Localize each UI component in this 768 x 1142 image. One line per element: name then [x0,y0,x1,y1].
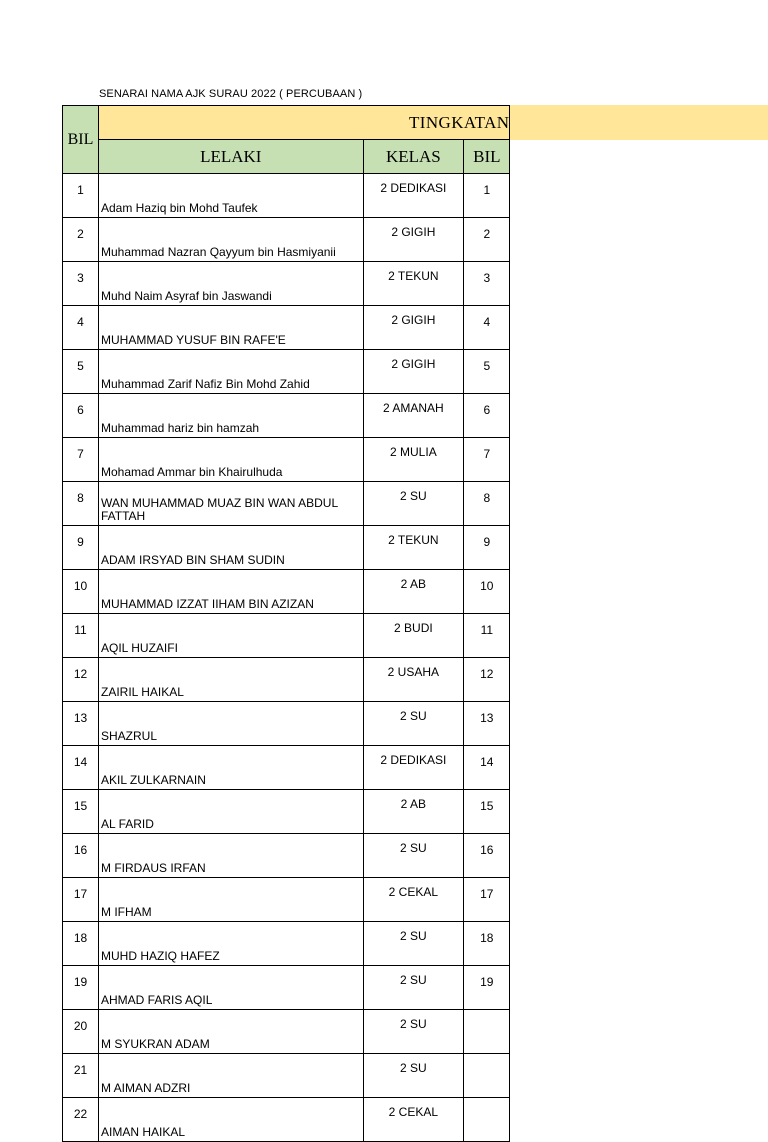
header-band-extension [506,105,768,140]
header-bil-2: BIL [464,140,510,174]
row-number-2 [464,1098,510,1142]
row-number: 19 [63,966,99,1010]
student-name: ZAIRIL HAIKAL [99,658,364,702]
row-number-2: 19 [464,966,510,1010]
table-row [63,482,510,526]
student-class: 2 SU [363,482,464,526]
student-name: ADAM IRSYAD BIN SHAM SUDIN [99,526,364,570]
document-title: SENARAI NAMA AJK SURAU 2022 ( PERCUBAAN ) [99,88,363,100]
row-number-2: 13 [464,702,510,746]
row-number: 16 [63,834,99,878]
student-name: MUHAMMAD YUSUF BIN RAFE'E [99,306,364,350]
student-class: 2 SU [363,966,464,1010]
row-number: 1 [63,174,99,218]
student-name: M SYUKRAN ADAM [99,1010,364,1054]
student-name: M IFHAM [99,878,364,922]
table-row [63,790,510,834]
row-number: 12 [63,658,99,702]
student-name: AL FARID [99,790,364,834]
student-name: Muhammad Zarif Nafiz Bin Mohd Zahid [99,350,364,394]
header-bil: BIL [63,106,99,174]
table-row [63,394,510,438]
row-number-2 [464,1054,510,1098]
table-row [63,746,510,790]
row-number: 9 [63,526,99,570]
row-number: 20 [63,1010,99,1054]
table-row [63,262,510,306]
student-name: Muhammad hariz bin hamzah [99,394,364,438]
table-row [63,614,510,658]
student-name: M FIRDAUS IRFAN [99,834,364,878]
student-class: 2 AB [363,790,464,834]
student-class: 2 BUDI [363,614,464,658]
table-row [63,526,510,570]
row-number-2 [464,1010,510,1054]
row-number-2: 7 [464,438,510,482]
row-number: 15 [63,790,99,834]
student-class: 2 CEKAL [363,878,464,922]
student-name: WAN MUHAMMAD MUAZ BIN WAN ABDUL FATTAH [99,482,364,526]
student-class: 2 GIGIH [363,306,464,350]
row-number-2: 5 [464,350,510,394]
table-row [63,438,510,482]
header-kelas: KELAS [363,140,464,174]
row-number-2: 1 [464,174,510,218]
student-class: 2 DEDIKASI [363,746,464,790]
table-row [63,658,510,702]
student-class: 2 SU [363,1054,464,1098]
table-row [63,1054,510,1098]
table-row [63,922,510,966]
student-name: Mohamad Ammar bin Khairulhuda [99,438,364,482]
table-row [63,1098,510,1142]
row-number-2: 15 [464,790,510,834]
table-row [63,702,510,746]
row-number: 17 [63,878,99,922]
student-class: 2 TEKUN [363,262,464,306]
table-row [63,1010,510,1054]
student-class: 2 AB [363,570,464,614]
row-number-2: 17 [464,878,510,922]
student-name: AIMAN HAIKAL [99,1098,364,1142]
table-row [63,966,510,1010]
student-class: 2 MULIA [363,438,464,482]
row-number: 14 [63,746,99,790]
student-name: SHAZRUL [99,702,364,746]
row-number-2: 6 [464,394,510,438]
row-number: 3 [63,262,99,306]
row-number: 5 [63,350,99,394]
table-row [63,174,510,218]
row-number: 21 [63,1054,99,1098]
table-row [63,306,510,350]
row-number-2: 12 [464,658,510,702]
table-row [63,570,510,614]
student-class: 2 USAHA [363,658,464,702]
student-class: 2 GIGIH [363,350,464,394]
student-class: 2 SU [363,1010,464,1054]
student-name: AKIL ZULKARNAIN [99,746,364,790]
student-class: 2 DEDIKASI [363,174,464,218]
student-class: 2 TEKUN [363,526,464,570]
row-number: 6 [63,394,99,438]
row-number: 10 [63,570,99,614]
row-number-2: 8 [464,482,510,526]
row-number-2: 14 [464,746,510,790]
row-number: 13 [63,702,99,746]
row-number-2: 11 [464,614,510,658]
row-number: 2 [63,218,99,262]
header-lelaki: LELAKI [99,140,364,174]
student-name: Adam Haziq bin Mohd Taufek [99,174,364,218]
ajk-table [62,105,510,1142]
row-number-2: 10 [464,570,510,614]
row-number-2: 2 [464,218,510,262]
row-number: 7 [63,438,99,482]
student-class: 2 CEKAL [363,1098,464,1142]
student-name: Muhammad Nazran Qayyum bin Hasmiyanii [99,218,364,262]
row-number: 22 [63,1098,99,1142]
row-number-2: 3 [464,262,510,306]
student-name: M AIMAN ADZRI [99,1054,364,1098]
student-name: MUHAMMAD IZZAT IIHAM BIN AZIZAN [99,570,364,614]
student-class: 2 GIGIH [363,218,464,262]
header-tingkatan: TINGKATAN [99,106,510,140]
student-name: AHMAD FARIS AQIL [99,966,364,1010]
student-name: AQIL HUZAIFI [99,614,364,658]
student-class: 2 SU [363,702,464,746]
table-row [63,834,510,878]
row-number: 11 [63,614,99,658]
row-number-2: 18 [464,922,510,966]
row-number-2: 9 [464,526,510,570]
row-number: 8 [63,482,99,526]
row-number-2: 16 [464,834,510,878]
student-class: 2 AMANAH [363,394,464,438]
table-row [63,350,510,394]
table-row [63,218,510,262]
student-name: MUHD HAZIQ HAFEZ [99,922,364,966]
student-name: Muhd Naim Asyraf bin Jaswandi [99,262,364,306]
row-number: 18 [63,922,99,966]
student-class: 2 SU [363,834,464,878]
row-number-2: 4 [464,306,510,350]
student-class: 2 SU [363,922,464,966]
table-row [63,878,510,922]
table-body [63,174,510,1142]
row-number: 4 [63,306,99,350]
